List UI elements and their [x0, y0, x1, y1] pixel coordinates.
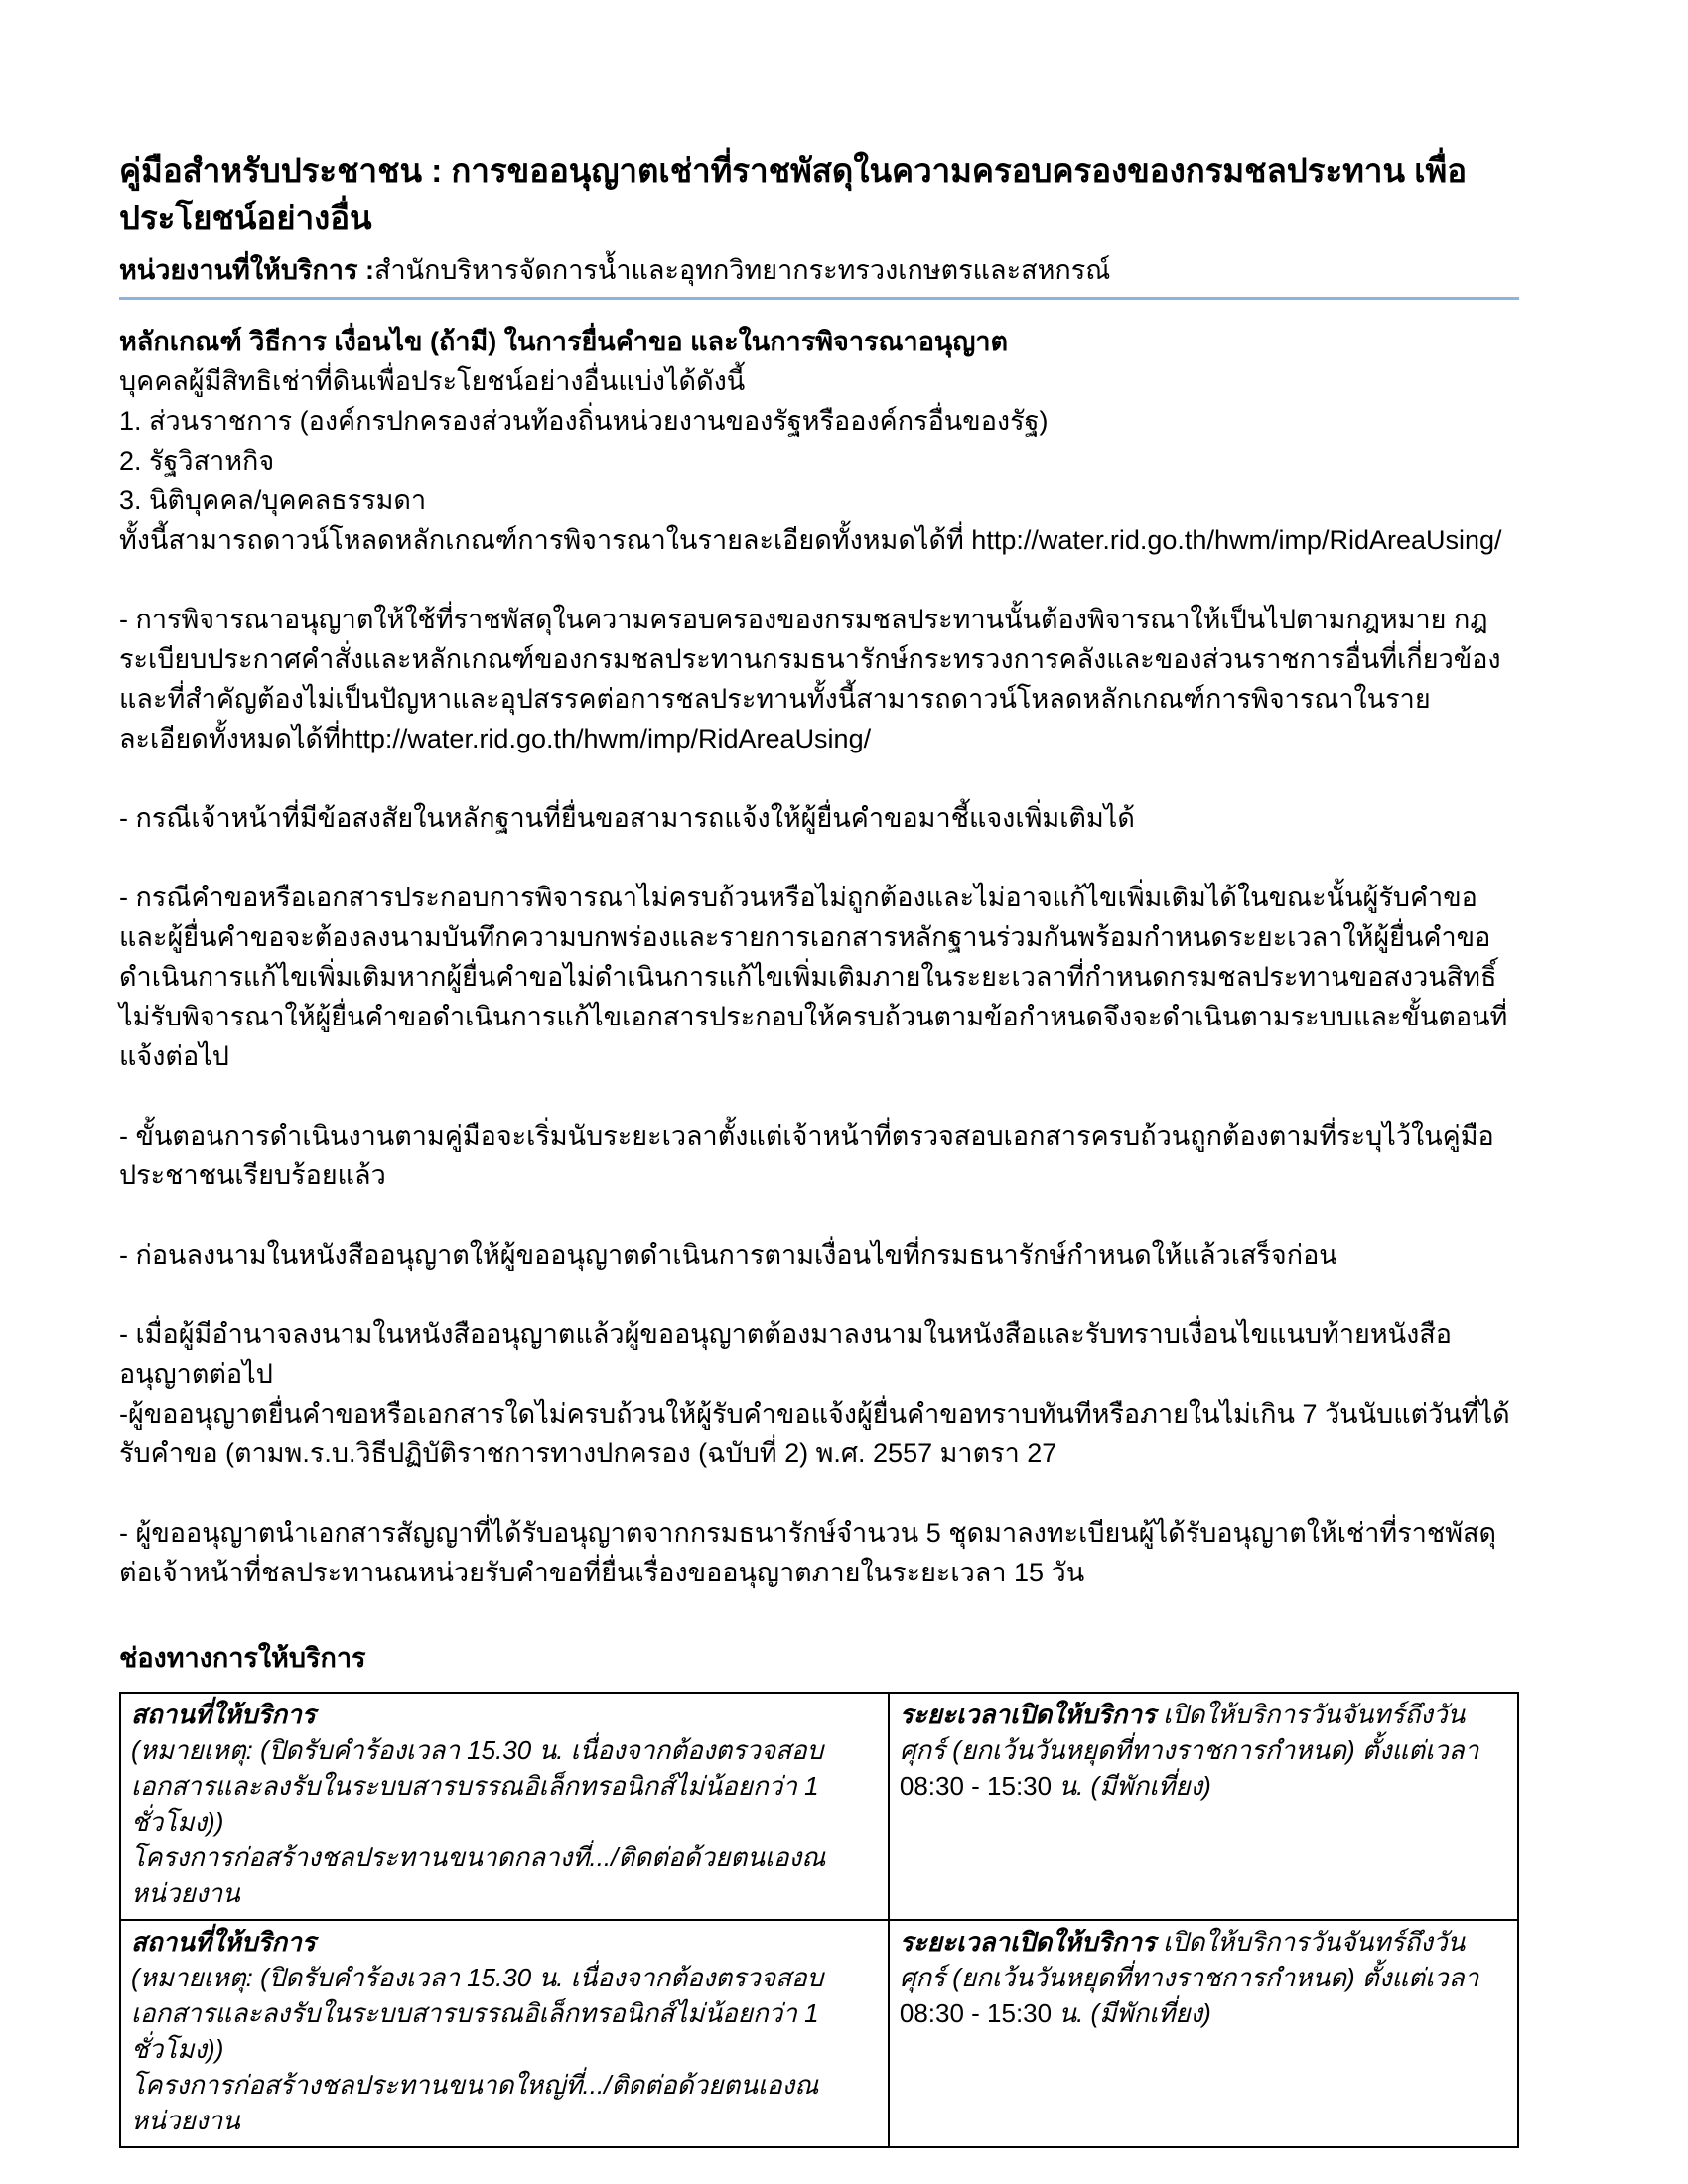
bullet-paragraph: -ผู้ขออนุญาตยื่นคำขอหรือเอกสารใดไม่ครบถ้วนให้ผู้รับคำขอแจ้งผู้ยื่นคำขอทราบทันทีหรือภายในไม่เกิน 7 วันนับแต่วันที่ได้รับคำขอ (ตามพ.ร.บ.วิธีปฏิบัติราชการทางปกครอง (ฉบับที่ 2) พ.ศ. 2557 มาตรา 27: [119, 1399, 1510, 1469]
hours-text: น. (มีพักเที่ยง): [1058, 1771, 1211, 1802]
channels-heading: ช่องทางการให้บริการ: [119, 1643, 366, 1674]
bullet-paragraph: - ก่อนลงนามในหนังสืออนุญาตให้ผู้ขออนุญาตดำเนินการตามเงื่อนไขที่กรมธนารักษ์กำหนดให้แล้วเสร็จก่อน: [119, 1240, 1337, 1271]
hours-time: 08:30 - 15:30: [899, 1771, 1053, 1802]
service-hours-cell: [889, 1920, 1518, 2147]
place-note: (หมายเหตุ: (ปิดรับคำร้องเวลา 15.30 น. เนื่องจากต้องตรวจสอบเอกสารและลงรับในระบบสารบรรณอิเล็กทรอนิกส์ไม่น้อยกว่า 1 ชั่วโมง)): [131, 1963, 824, 2065]
hours-title: ระยะเวลาเปิดให้บริการ: [899, 1927, 1156, 1958]
list-item: 3. นิติบุคคล/บุคคลธรรมดา: [119, 485, 427, 516]
page-title: คู่มือสำหรับประชาชน : การขออนุญาตเช่าที่ราชพัสดุในความครอบครองของกรมชลประทาน เพื่อประโยชน์อย่างอื่น: [119, 152, 1468, 236]
bullet-paragraph: - ผู้ขออนุญาตนำเอกสารสัญญาที่ได้รับอนุญาตจากกรมธนารักษ์จำนวน 5 ชุดมาลงทะเบียนผู้ได้รับอนุญาตให้เช่าที่ราชพัสดุต่อเจ้าหน้าที่ชลประทานณหน่วยรับคำขอที่ยื่นเรื่องขออนุญาตภายในระยะเวลา 15 วัน: [119, 1518, 1497, 1588]
bullet-paragraph: - กรณีคำขอหรือเอกสารประกอบการพิจารณาไม่ครบถ้วนหรือไม่ถูกต้องและไม่อาจแก้ไขเพิ่มเติมได้ในขณะนั้นผู้รับคำขอและผู้ยื่นคำขอจะต้องลงนามบันทึกความบกพร่องและรายการเอกสารหลักฐานร่วมกันพร้อมกำหนดระยะเวลาให้ผู้ยื่นคำขอดำเนินการแก้ไขเพิ่มเติมหากผู้ยื่นคำขอไม่ดำเนินการแก้ไขเพิ่มเติมภายในระยะเวลาที่กำหนดกรมชลประทานขอสงวนสิทธิ์ไม่รับพิจารณาให้ผู้ยื่นคำขอดำเนินการแก้ไขเอกสารประกอบให้ครบถ้วนตามข้อกำหนดจึงจะดำเนินตามระบบและขั้นตอนที่แจ้งต่อไป: [119, 883, 1508, 1072]
list-item: 2. รัฐวิสาหกิจ: [119, 446, 275, 477]
list-item: 1. ส่วนราชการ (องค์กรปกครองส่วนท้องถิ่นหน่วยงานของรัฐหรือองค์กรอื่นของรัฐ): [119, 406, 1049, 437]
place-detail: โครงการก่อสร้างชลประทานขนาดกลางที่.../ติดต่อด้วยตนเองณหน่วยงาน: [131, 1843, 826, 1909]
hours-text: เปิดให้บริการวันจันทร์ถึงวันศุกร์ (ยกเว้นวันหยุดที่ทางราชการกำหนด) ตั้งแต่เวลา: [899, 1927, 1479, 1993]
service-channels-table: [119, 1692, 1519, 2148]
bullet-paragraph: - การพิจารณาอนุญาตให้ใช้ที่ราชพัสดุในความครอบครองของกรมชลประทานนั้นต้องพิจารณาให้เป็นไปตามกฎหมาย กฎระเบียบประกาศคำสั่งและหลักเกณฑ์ของกรมชลประทานกรมธนารักษ์กระทรวงการคลังและของส่วนราชการอื่นที่เกี่ยวข้อง และที่สำคัญต้องไม่เป็นปัญหาและอุปสรรคต่อการชลประทานทั้งนี้สามารถดาวน์โหลดหลักเกณฑ์การพิจารณาในรายละเอียดทั้งหมดได้ที่http://water.rid.go.th/hwm/imp/RidAreaUsing/: [119, 605, 1501, 754]
agency-line: [119, 252, 1519, 290]
service-hours-cell: [889, 1693, 1518, 1920]
hours-title: ระยะเวลาเปิดให้บริการ: [899, 1700, 1156, 1730]
place-note: (หมายเหตุ: (ปิดรับคำร้องเวลา 15.30 น. เนื่องจากต้องตรวจสอบเอกสารและลงรับในระบบสารบรรณอิเล็กทรอนิกส์ไม่น้อยกว่า 1 ชั่วโมง)): [131, 1735, 824, 1838]
agency-value: สำนักบริหารจัดการน้ำและอุทกวิทยากระทรวงเกษตรและสหกรณ์: [373, 254, 1111, 285]
place-title: สถานที่ให้บริการ: [131, 1700, 316, 1730]
hours-text: น. (มีพักเที่ยง): [1058, 1998, 1211, 2029]
intro-line: บุคคลผู้มีสิทธิเช่าที่ดินเพื่อประโยชน์อย่างอื่นแบ่งได้ดังนี้: [119, 366, 746, 397]
divider-rule: [119, 297, 1519, 300]
bullet-paragraph: - เมื่อผู้มีอำนาจลงนามในหนังสืออนุญาตแล้วผู้ขออนุญาตต้องมาลงนามในหนังสือและรับทราบเงื่อนไขแนบท้ายหนังสืออนุญาตต่อไป: [119, 1319, 1452, 1390]
service-place-cell: [120, 1693, 889, 1920]
bullet-paragraph: - ขั้นตอนการดำเนินงานตามคู่มือจะเริ่มนับระยะเวลาตั้งแต่เจ้าหน้าที่ตรวจสอบเอกสารครบถ้วนถูกต้องตามที่ระบุไว้ในคู่มือประชาชนเรียบร้อยแล้ว: [119, 1121, 1494, 1191]
table-row: [120, 1693, 1518, 1920]
hours-time: 08:30 - 15:30: [899, 1998, 1053, 2029]
table-row: [120, 1920, 1518, 2147]
download-note-line: ทั้งนี้สามารถดาวน์โหลดหลักเกณฑ์การพิจารณาในรายละเอียดทั้งหมดได้ที่ http://water.rid.go.th/hwm/imp/RidAreaUsing/: [119, 525, 1502, 556]
bullet-paragraph: - กรณีเจ้าหน้าที่มีข้อสงสัยในหลักฐานที่ยื่นขอสามารถแจ้งให้ผู้ยื่นคำขอมาชี้แจงเพิ่มเติมได้: [119, 803, 1135, 834]
agency-label: หน่วยงานที่ให้บริการ :: [119, 254, 374, 285]
place-title: สถานที่ให้บริการ: [131, 1927, 316, 1958]
place-detail: โครงการก่อสร้างชลประทานขนาดใหญ่ที่.../ติดต่อด้วยตนเองณหน่วยงาน: [131, 2070, 819, 2136]
service-place-cell: [120, 1920, 889, 2147]
criteria-heading: หลักเกณฑ์ วิธีการ เงื่อนไข (ถ้ามี) ในการยื่นคำขอ และในการพิจารณาอนุญาต: [119, 327, 1009, 357]
hours-text: เปิดให้บริการวันจันทร์ถึงวันศุกร์ (ยกเว้นวันหยุดที่ทางราชการกำหนด) ตั้งแต่เวลา: [899, 1700, 1479, 1766]
